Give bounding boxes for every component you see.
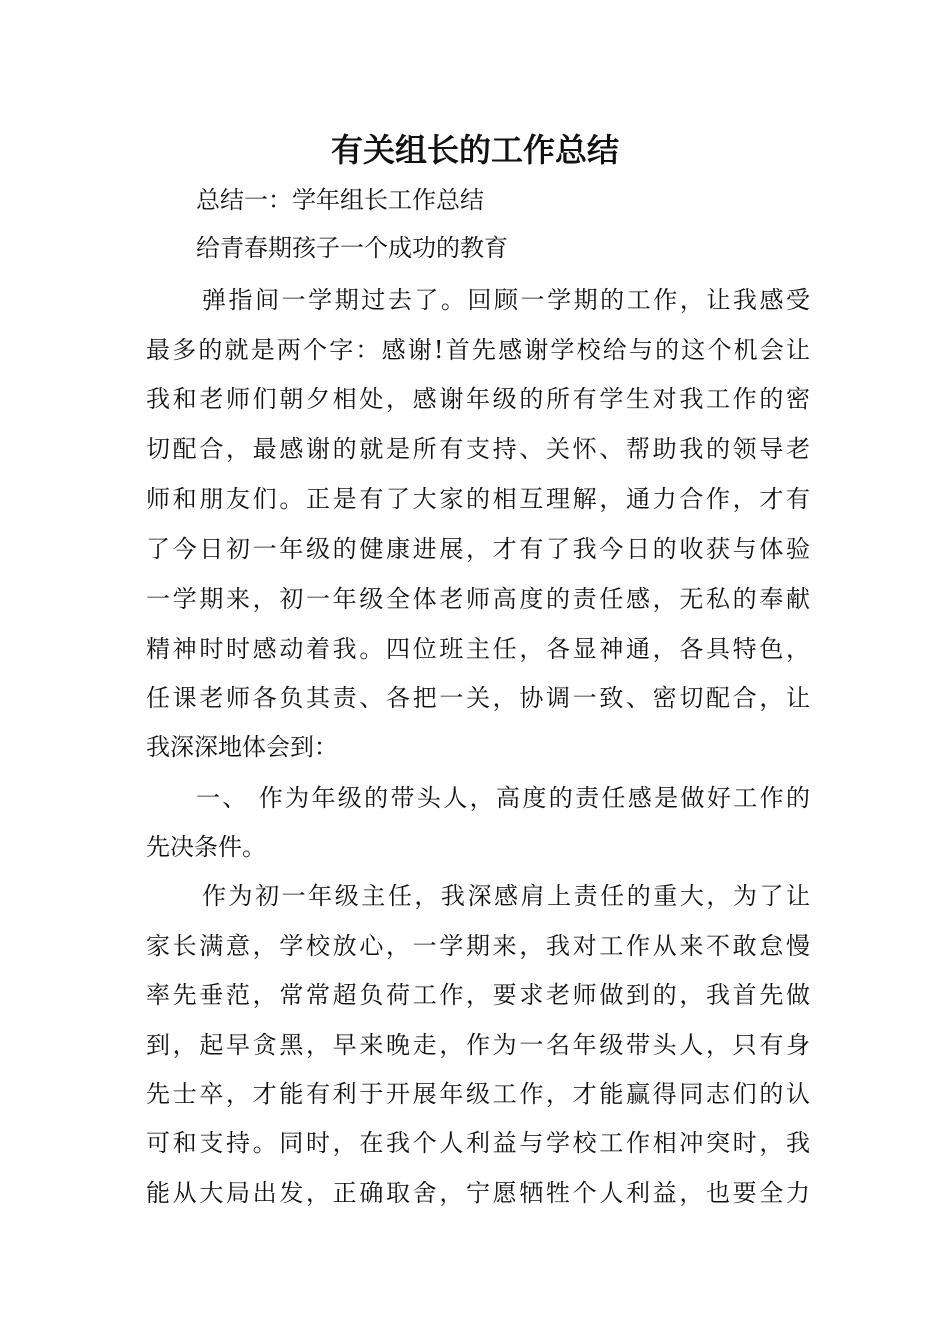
paragraph-3-line-4: 到，起早贪黑，早来晚走，作为一名年级带头人，只有身 (146, 1031, 810, 1059)
paragraph-1-line-5: 师和朋友们。正是有了大家的相互理解，通力合作，才有 (146, 485, 810, 513)
paragraph-3-line-2: 家长满意，学校放心，一学期来，我对工作从来不敢怠慢 (146, 932, 810, 960)
paragraph-3-line-6: 可和支持。同时，在我个人利益与学校工作相冲突时，我 (146, 1129, 810, 1157)
paragraph-1-line-10: 我深深地体会到： (146, 733, 338, 761)
document-heading: 给青春期孩子一个成功的教育 (196, 234, 508, 262)
document-subtitle: 总结一：学年组长工作总结 (196, 186, 484, 214)
paragraph-1-line-9: 任课老师各负其责、各把一关，协调一致、密切配合，让 (146, 684, 810, 712)
paragraph-3-line-7: 能从大局出发，正确取舍，宁愿牺牲个人利益，也要全力 (146, 1179, 810, 1207)
paragraph-1-line-4: 切配合，最感谢的就是所有支持、关怀、帮助我的领导老 (146, 435, 810, 463)
paragraph-2-line-2: 先决条件。 (146, 833, 266, 861)
paragraph-3-line-3: 率先垂范，常常超负荷工作，要求老师做到的，我首先做 (146, 981, 810, 1009)
paragraph-1-line-3: 我和老师们朝夕相处，感谢年级的所有学生对我工作的密 (146, 385, 810, 413)
paragraph-1-line-6: 了今日初一年级的健康进展，才有了我今日的收获与体验 (146, 535, 810, 563)
paragraph-1-line-1: 弹指间一学期过去了。回顾一学期的工作，让我感受 (202, 286, 810, 314)
paragraph-1-line-2: 最多的就是两个字：感谢!首先感谢学校给与的这个机会让 (146, 336, 810, 364)
paragraph-3-line-1: 作为初一年级主任，我深感肩上责任的重大，为了让 (202, 882, 810, 910)
paragraph-2-line-1: 一、 作为年级的带头人，高度的责任感是做好工作的 (196, 784, 810, 812)
paragraph-1-line-8: 精神时时感动着我。四位班主任，各显神通，各具特色， (146, 635, 810, 663)
document-title: 有关组长的工作总结 (330, 131, 619, 169)
paragraph-3-line-5: 先士卒，才能有利于开展年级工作，才能赢得同志们的认 (146, 1080, 810, 1108)
paragraph-1-line-7: 一学期来，初一年级全体老师高度的责任感，无私的奉献 (146, 585, 810, 613)
